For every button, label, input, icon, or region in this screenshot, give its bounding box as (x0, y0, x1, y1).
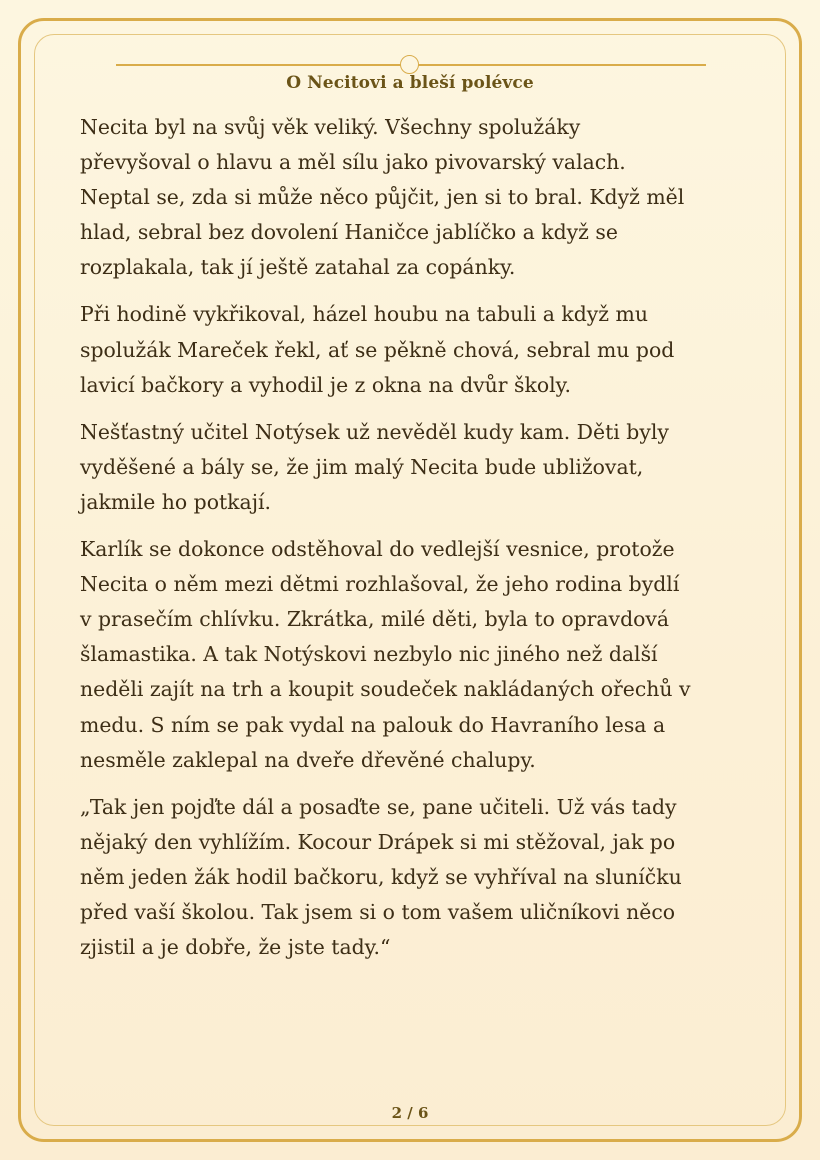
text-line: nějaký den vyhlížím. Kocour Drápek si mi stěžoval, jak po (80, 829, 676, 854)
text-line: „Tak jen pojďte dál a posaďte se, pane učiteli. Už vás tady (80, 794, 677, 819)
text-line: medu. S ním se pak vydal na palouk do Havraního lesa a (80, 712, 666, 737)
text-line: vyděšené a bály se, že jim malý Necita bude ubližovat, (80, 454, 644, 479)
text-line: něm jeden žák hodil bačkoru, když se vyhříval na sluníčku (80, 864, 682, 889)
paragraph (80, 790, 750, 965)
paragraph (80, 110, 750, 285)
text-line: hlad, sebral bez dovolení Haničce jablíčko a když se (80, 220, 618, 245)
text-line: Při hodině vykřikoval, házel houbu na tabuli a když mu (80, 302, 648, 327)
text-line: Necita byl na svůj věk veliký. Všechny spolužáky (80, 115, 581, 139)
paragraph (80, 415, 750, 520)
text-line: Necita o něm mezi dětmi rozhlašoval, že jeho rodina bydlí (80, 572, 680, 597)
ornament-circle-icon (400, 55, 419, 74)
text-line: nesměle zaklepal na dveře dřevěné chalupy. (80, 747, 536, 772)
text-line: Karlík se dokonce odstěhoval do vedlejší vesnice, protože (80, 537, 675, 562)
text-line: šlamastika. A tak Notýskovi nezbylo nic jiného než další (80, 642, 658, 667)
text-line: převyšoval o hlavu a měl sílu jako pivovarský valach. (80, 150, 626, 175)
text-line: lavicí bačkory a vyhodil je z okna na dvůr školy. (80, 372, 571, 397)
paragraph (80, 532, 750, 778)
page-number: 2 / 6 (391, 1104, 429, 1122)
text-line: Neptal se, zda si může něco půjčit, jen si to bral. Když měl (80, 185, 685, 210)
story-title: O Necitovi a bleší polévce (286, 73, 534, 93)
text-line: před vaší školou. Tak jsem si o tom vašem uličníkovi něco (80, 899, 676, 924)
text-line: jakmile ho potkají. (80, 489, 272, 514)
text-line: v prasečím chlívku. Zkrátka, milé děti, byla to opravdová (80, 607, 670, 632)
story-text (80, 110, 750, 977)
paragraph (80, 297, 750, 402)
text-line: spolužák Mareček řekl, ať se pěkně chová, sebral mu pod (80, 337, 675, 362)
text-line: zjistil a je dobře, že jste tady.“ (80, 935, 391, 960)
text-line: Nešťastný učitel Notýsek už nevěděl kudy kam. Děti byly (80, 419, 669, 444)
text-line: rozplakala, tak jí ještě zatahal za copánky. (80, 255, 516, 280)
text-line: neděli zajít na trh a koupit soudeček nakládaných ořechů v (80, 677, 691, 702)
